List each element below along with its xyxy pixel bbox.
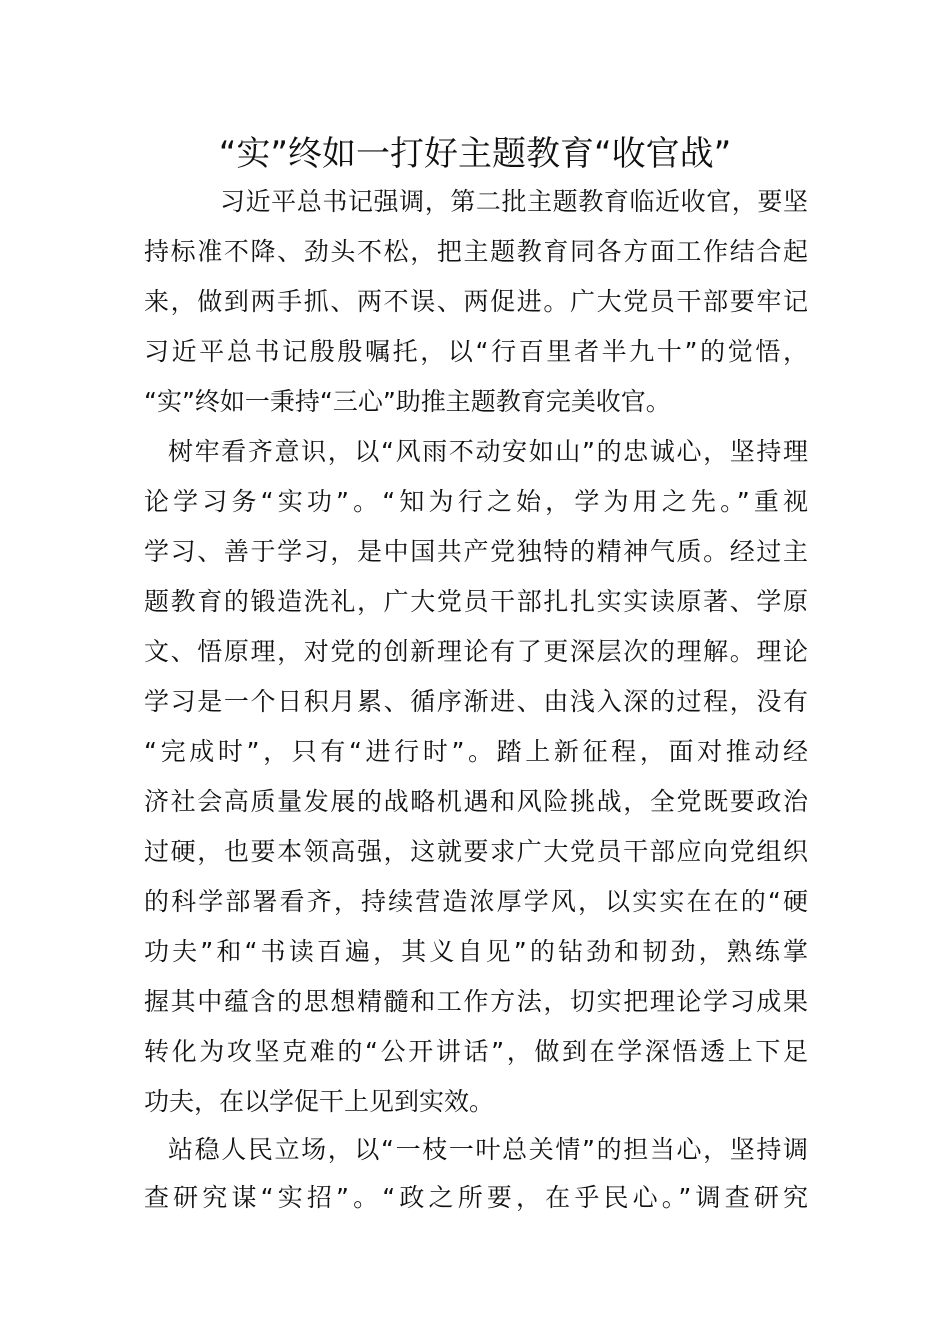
paragraph-line: 持标准不降、劲头不松，把主题教育同各方面工作结合起 <box>144 237 808 266</box>
paragraph-line: 来，做到两手抓、两不误、两促进。广大党员干部要牢记 <box>144 287 808 316</box>
paragraph-line: 功夫，在以学促干上见到实效。 <box>144 1087 495 1116</box>
paragraph-line: 学习、善于学习，是中国共产党独特的精神气质。经过主 <box>144 537 808 566</box>
paragraph-line: 习近平总书记强调，第二批主题教育临近收官，要坚 <box>220 187 808 216</box>
paragraph-line: 站稳人民立场，以“一枝一叶总关情”的担当心，坚持调 <box>168 1135 808 1164</box>
paragraph-line: 过硬，也要本领高强，这就要求广大党员干部应向党组织 <box>144 837 808 866</box>
document-title: “实”终如一打好主题教育“收官战” <box>218 134 732 174</box>
paragraph-line: 转化为攻坚克难的“公开讲话”，做到在学深悟透上下足 <box>144 1037 808 1066</box>
paragraph-line: 文、悟原理，对党的创新理论有了更深层次的理解。理论 <box>144 637 808 666</box>
paragraph-line: 功夫”和“书读百遍，其义自见”的钻劲和韧劲，熟练掌 <box>144 937 808 966</box>
paragraph-line: “完成时”，只有“进行时”。踏上新征程，面对推动经 <box>144 737 808 766</box>
paragraph-line: 习近平总书记殷殷嘱托，以“行百里者半九十”的觉悟， <box>144 337 808 366</box>
paragraph-line: 查研究谋“实招”。“政之所要，在乎民心。”调查研究 <box>144 1183 808 1212</box>
paragraph-line: 济社会高质量发展的战略机遇和风险挑战，全党既要政治 <box>144 787 808 816</box>
paragraph-line: 学习是一个日积月累、循序渐进、由浅入深的过程，没有 <box>144 687 808 716</box>
paragraph-line: “实”终如一秉持“三心”助推主题教育完美收官。 <box>144 387 671 416</box>
paragraph-line: 树牢看齐意识，以“风雨不动安如山”的忠诚心，坚持理 <box>168 437 808 466</box>
paragraph-line: 论学习务“实功”。“知为行之始，学为用之先。”重视 <box>144 487 808 516</box>
paragraph-line: 握其中蕴含的思想精髓和工作方法，切实把理论学习成果 <box>144 987 808 1016</box>
paragraph-line: 题教育的锻造洗礼，广大党员干部扎扎实实读原著、学原 <box>144 587 808 616</box>
paragraph-line: 的科学部署看齐，持续营造浓厚学风，以实实在在的“硬 <box>144 887 808 916</box>
